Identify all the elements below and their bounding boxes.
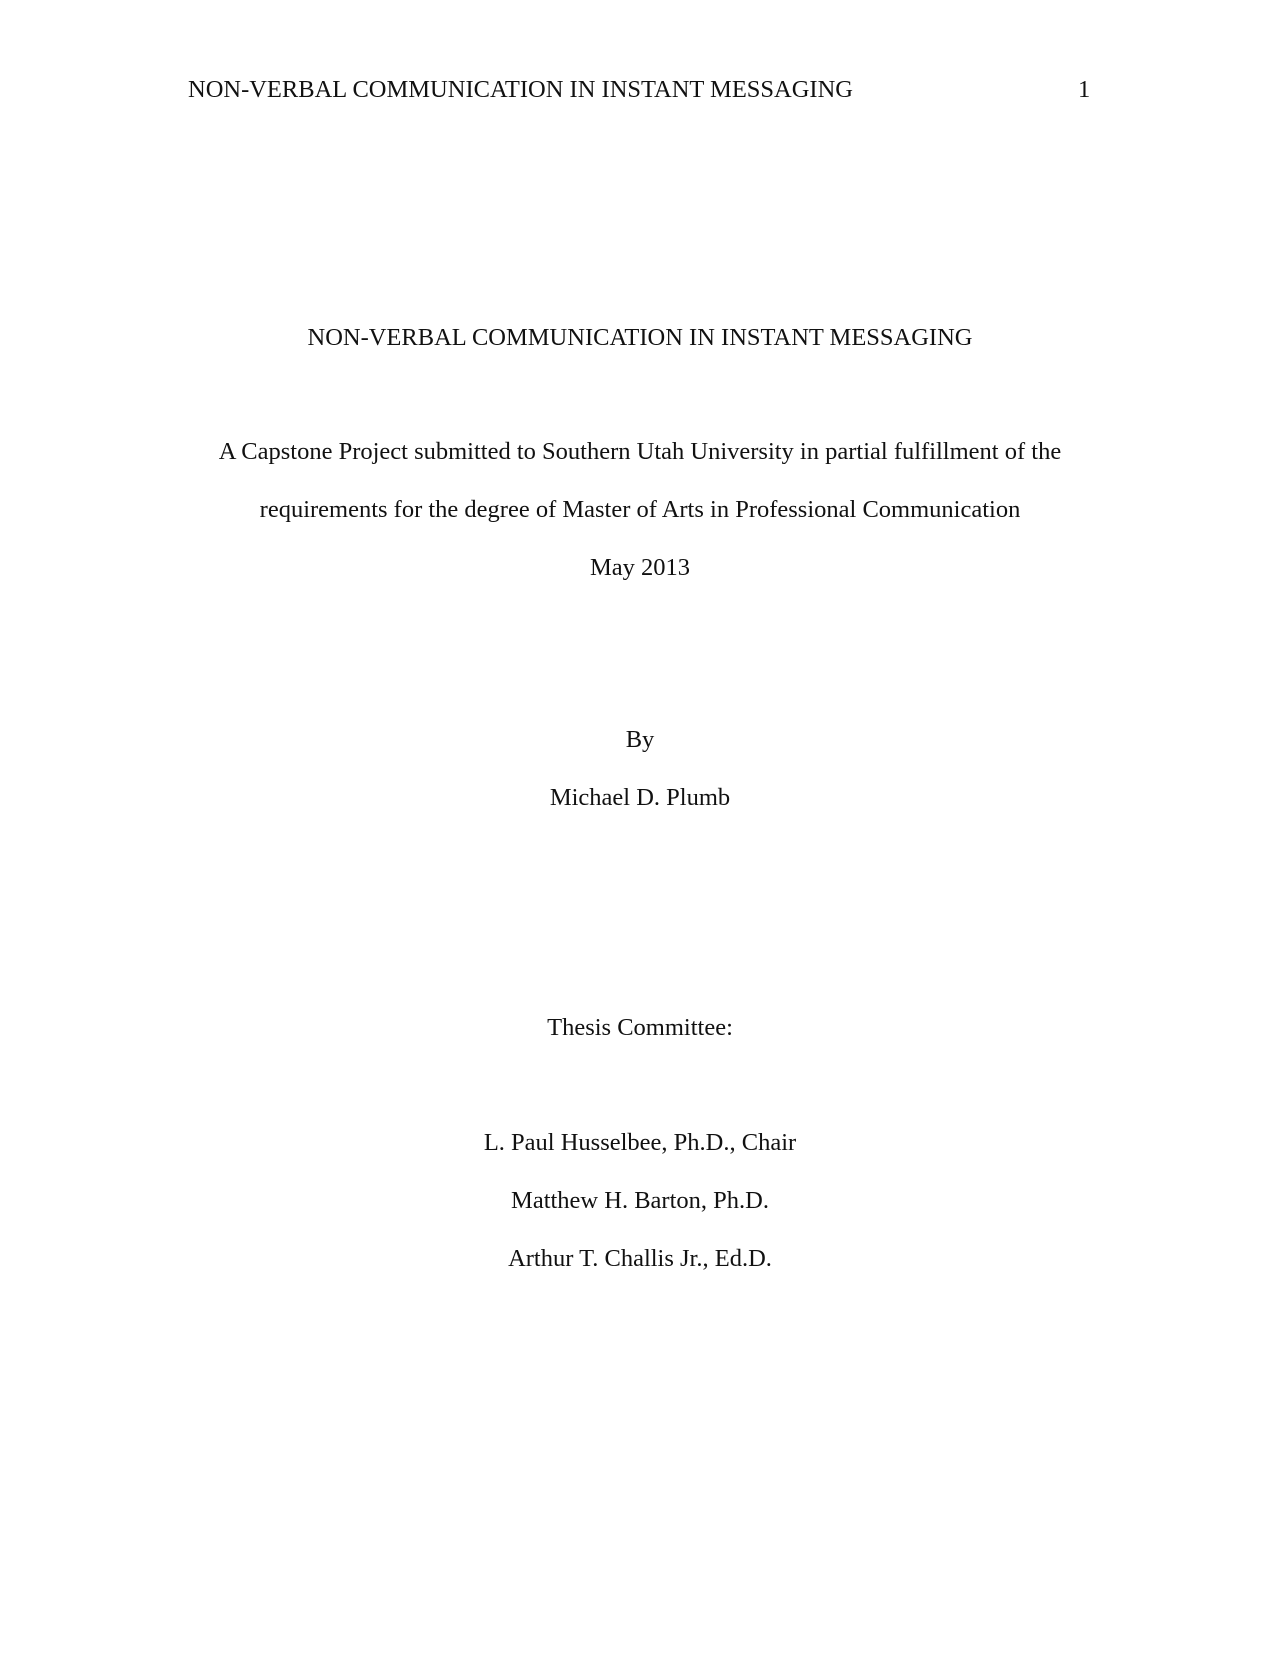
page-number: 1 [1078,76,1091,103]
submission-statement-line-2: requirements for the degree of Master of Arts in Professional Communication [259,496,1021,523]
author-name: Michael D. Plumb [549,784,731,811]
submission-statement-line-1: A Capstone Project submitted to Southern Utah University in partial fulfillment of the [218,438,1062,465]
by-label: By [625,726,655,753]
committee-member: Matthew H. Barton, Ph.D. [511,1187,769,1214]
running-head: NON-VERBAL COMMUNICATION IN INSTANT MESSAGING [188,76,853,103]
committee-member-chair: L. Paul Husselbee, Ph.D., Chair [483,1129,797,1156]
committee-label: Thesis Committee: [547,1014,733,1041]
committee-member: Arthur T. Challis Jr., Ed.D. [508,1245,772,1272]
submission-date: May 2013 [589,554,691,581]
document-title: NON-VERBAL COMMUNICATION IN INSTANT MESSAGING [307,324,973,351]
